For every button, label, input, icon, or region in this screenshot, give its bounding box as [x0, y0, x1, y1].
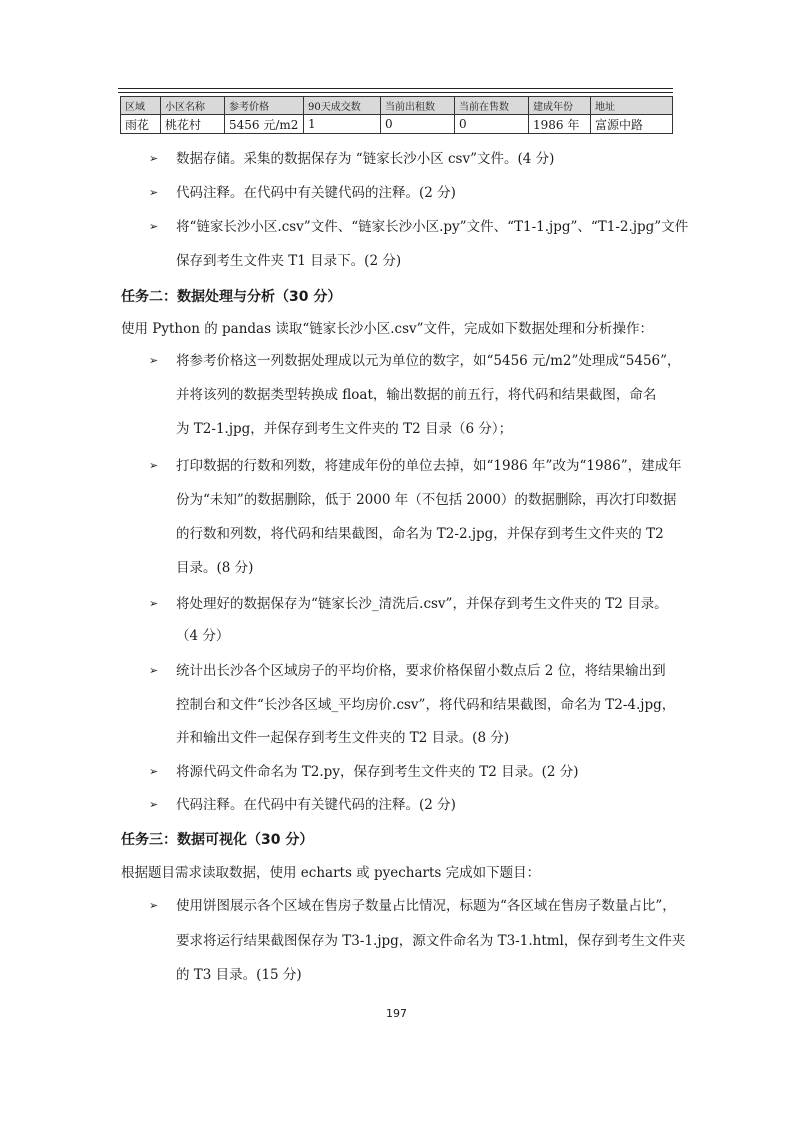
- table-top-rule: [118, 88, 673, 89]
- table-header-row: [121, 97, 673, 115]
- list-item-line: 并将该列的数据类型转换成 float，输出数据的前五行，将代码和结果截图，命名: [176, 387, 657, 403]
- list-item-line: 打印数据的行数和列数，将建成年份的单位去掉，如“1986 年”改为“1986”，建成年: [176, 458, 682, 474]
- list-item-line: 份为“未知”的数据删除，低于 2000 年（不包括 2000）的数据删除，再次打印数据: [176, 492, 677, 508]
- list-item-line: 并和输出文件一起保存到考生文件夹的 T2 目录。(8 分): [176, 730, 510, 746]
- list-item-line: 将处理好的数据保存为“链家长沙_清洗后.csv”，并保存到考生文件夹的 T2 目录。: [176, 596, 668, 612]
- section-heading: 任务二：数据处理与分析（30 分）: [121, 289, 342, 305]
- table-cell: 1986 年: [529, 115, 591, 134]
- table-cell: 桃花村: [161, 115, 225, 134]
- list-item-line: 代码注释。在代码中有关键代码的注释。(2 分): [176, 797, 456, 813]
- table-cell: 雨花: [121, 115, 161, 134]
- list-item-line: 统计出长沙各个区域房子的平均价格，要求价格保留小数点后 2 位，将结果输出到: [176, 663, 666, 679]
- community-table: [120, 96, 673, 134]
- bullet-arrow-icon: ➢: [149, 765, 159, 778]
- section-intro: 根据题目需求读取数据，使用 echarts 或 pyecharts 完成如下题目：: [121, 865, 541, 881]
- header-cell: 当前在售数: [455, 97, 529, 115]
- list-item-line: 将参考价格这一列数据处理成以元为单位的数字，如“5456 元/m2”处理成“5456”，: [176, 353, 681, 369]
- header-cell: 地址: [591, 97, 673, 115]
- bullet-arrow-icon: ➢: [149, 220, 159, 233]
- bullet-arrow-icon: ➢: [149, 186, 159, 199]
- page-number: 197: [386, 1007, 407, 1020]
- list-item-line: 代码注释。在代码中有关键代码的注释。(2 分): [176, 185, 456, 201]
- header-cell: 建成年份: [529, 97, 591, 115]
- bullet-arrow-icon: ➢: [149, 899, 159, 912]
- section-heading: 任务三：数据可视化（30 分）: [121, 832, 314, 848]
- list-item-line: 使用饼图展示各个区域在售房子数量占比情况，标题为“各区域在售房子数量占比”，: [176, 898, 676, 914]
- section-intro: 使用 Python 的 pandas 读取“链家长沙小区.csv”文件，完成如下数据处理和分析操作：: [121, 321, 654, 337]
- table-cell: 1: [304, 115, 381, 134]
- list-item-line: 数据存储。采集的数据保存为 “链家长沙小区 csv”文件。(4 分): [176, 151, 555, 167]
- list-item-line: 的行数和列数，将代码和结果截图，命名为 T2-2.jpg，并保存到考生文件夹的 T2: [176, 526, 664, 542]
- list-item-line: 将源代码文件命名为 T2.py，保存到考生文件夹的 T2 目录。(2 分): [176, 764, 579, 780]
- header-cell: 当前出租数: [381, 97, 455, 115]
- bullet-arrow-icon: ➢: [149, 459, 159, 472]
- bullet-arrow-icon: ➢: [149, 152, 159, 165]
- list-item-line: 控制台和文件“长沙各区域_平均房价.csv”，将代码和结果截图，命名为 T2-4.jpg，: [176, 697, 676, 713]
- list-item-line: 目录。(8 分): [176, 560, 254, 576]
- header-cell: 区域: [121, 97, 161, 115]
- table-cell: 0: [455, 115, 529, 134]
- bullet-arrow-icon: ➢: [149, 597, 159, 610]
- table-cell: 5456 元/m2: [225, 115, 304, 134]
- list-item-line: （4 分）: [176, 628, 230, 644]
- header-cell: 90天成交数: [304, 97, 381, 115]
- table-cell: 富源中路: [591, 115, 673, 134]
- table-row: [121, 115, 673, 134]
- table-cell: 0: [381, 115, 455, 134]
- list-item-line: 的 T3 目录。(15 分): [176, 967, 302, 983]
- table-top-rule-thick: [118, 92, 673, 93]
- list-item-line: 保存到考生文件夹 T1 目录下。(2 分): [176, 253, 402, 269]
- list-item-line: 为 T2-1.jpg，并保存到考生文件夹的 T2 目录（6 分）；: [176, 421, 513, 437]
- header-cell: 参考价格: [225, 97, 304, 115]
- header-cell: 小区名称: [161, 97, 225, 115]
- list-item-line: 要求将运行结果截图保存为 T3-1.jpg，源文件命名为 T3-1.html，保存到考生文件夹: [176, 933, 686, 949]
- list-item-line: 将“链家长沙小区.csv”文件、“链家长沙小区.py”文件、“T1-1.jpg”、“T1-2.jpg”文件: [176, 219, 689, 235]
- bullet-arrow-icon: ➢: [149, 354, 159, 367]
- bullet-arrow-icon: ➢: [149, 798, 159, 811]
- bullet-arrow-icon: ➢: [149, 664, 159, 677]
